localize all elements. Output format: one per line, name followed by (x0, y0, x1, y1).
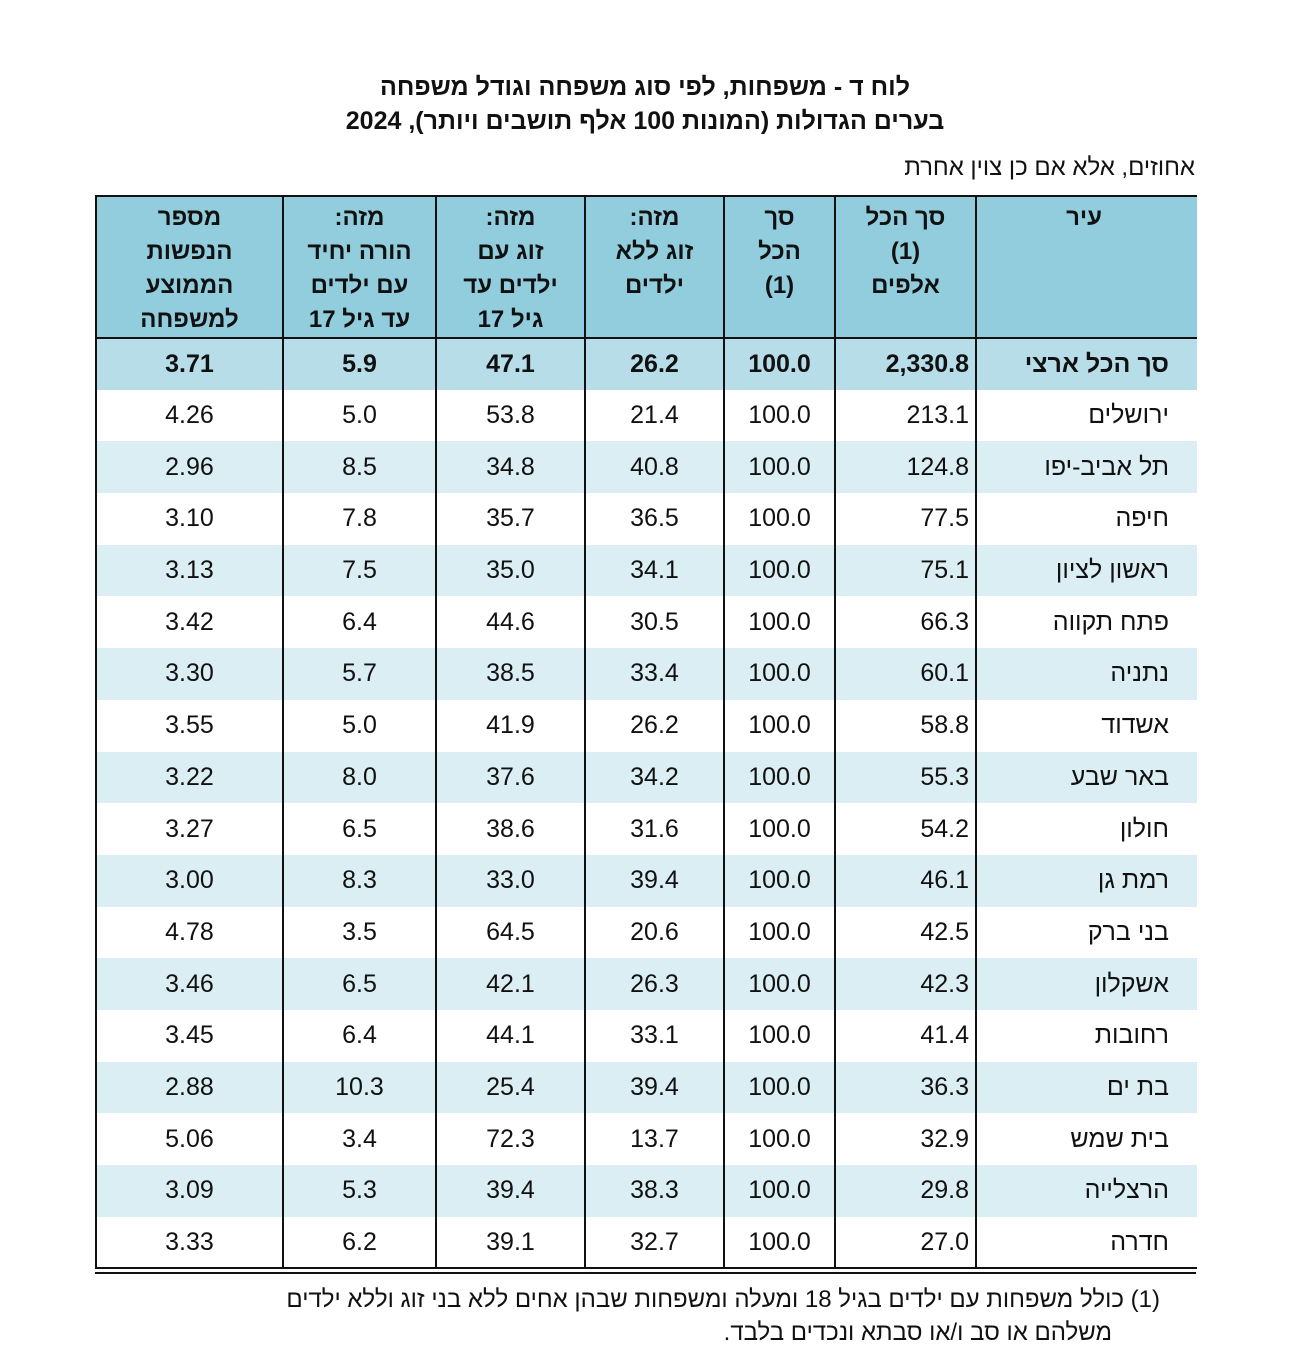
table-cell-total-percent: 100.0 (724, 803, 835, 855)
table-cell-single-parent: 7.8 (283, 493, 436, 545)
table-cell-city: סך הכל ארצי (976, 338, 1197, 390)
table-cell-couple-with-children: 39.1 (436, 1217, 585, 1269)
table-cell-total-percent: 100.0 (724, 958, 835, 1010)
column-header-couple-with-children: מזה: זוג עם ילדים עד גיל 17 (436, 196, 585, 338)
table-cell-single-parent: 5.0 (283, 700, 436, 752)
table-cell-total-percent: 100.0 (724, 1010, 835, 1062)
table-cell-city: אשדוד (976, 700, 1197, 752)
table-cell-city: נתניה (976, 648, 1197, 700)
table-cell-total-percent: 100.0 (724, 493, 835, 545)
table-cell-couple-with-children: 42.1 (436, 958, 585, 1010)
table-cell-city: בת ים (976, 1062, 1197, 1114)
table-row (96, 855, 1197, 907)
table-cell-avg-persons: 3.55 (96, 700, 283, 752)
table-row (96, 545, 1197, 597)
table-row (96, 1062, 1197, 1114)
table-row (96, 803, 1197, 855)
table-cell-avg-persons: 3.42 (96, 596, 283, 648)
table-cell-total-percent: 100.0 (724, 338, 835, 390)
table-cell-total-thousands: 60.1 (835, 648, 976, 700)
table-cell-avg-persons: 2.88 (96, 1062, 283, 1114)
table-cell-total-percent: 100.0 (724, 855, 835, 907)
column-header-total-percent: סך הכל (1) (724, 196, 835, 338)
table-cell-total-percent: 100.0 (724, 1217, 835, 1269)
table-cell-avg-persons: 3.09 (96, 1165, 283, 1217)
table-cell-avg-persons: 3.30 (96, 648, 283, 700)
table-row (96, 390, 1197, 442)
table-cell-total-thousands: 54.2 (835, 803, 976, 855)
table-cell-single-parent: 6.5 (283, 803, 436, 855)
table-cell-couple-no-children: 26.3 (585, 958, 724, 1010)
footnote (130, 1283, 1160, 1349)
table-cell-couple-no-children: 31.6 (585, 803, 724, 855)
families-table (95, 195, 1197, 1269)
table-row (96, 648, 1197, 700)
table-row (96, 752, 1197, 804)
table-cell-city: חולון (976, 803, 1197, 855)
table-cell-single-parent: 6.2 (283, 1217, 436, 1269)
table-cell-city: רמת גן (976, 855, 1197, 907)
table-cell-avg-persons: 4.26 (96, 390, 283, 442)
table-title-line-2: בערים הגדולות (המונות 100 אלף תושבים ויותר), 2024 (345, 107, 945, 135)
table-cell-total-thousands: 32.9 (835, 1113, 976, 1165)
column-header-couple-no-children: מזה: זוג ללא ילדים (585, 196, 724, 338)
table-row (96, 493, 1197, 545)
table-cell-couple-no-children: 30.5 (585, 596, 724, 648)
table-cell-couple-no-children: 13.7 (585, 1113, 724, 1165)
table-cell-total-percent: 100.0 (724, 648, 835, 700)
table-cell-total-thousands: 66.3 (835, 596, 976, 648)
table-cell-couple-with-children: 64.5 (436, 907, 585, 959)
table-cell-couple-no-children: 38.3 (585, 1165, 724, 1217)
table-cell-couple-no-children: 39.4 (585, 855, 724, 907)
table-cell-avg-persons: 3.22 (96, 752, 283, 804)
table-cell-avg-persons: 3.46 (96, 958, 283, 1010)
table-cell-city: פתח תקווה (976, 596, 1197, 648)
column-header-single-parent: מזה: הורה יחיד עם ילדים עד גיל 17 (283, 196, 436, 338)
footnote-line-2: משלהם או סב ו/או סבתא ונכדים בלבד. (723, 1319, 1112, 1346)
table-cell-avg-persons: 3.45 (96, 1010, 283, 1062)
table-cell-couple-with-children: 37.6 (436, 752, 585, 804)
table-cell-single-parent: 7.5 (283, 545, 436, 597)
table-cell-couple-no-children: 36.5 (585, 493, 724, 545)
table-cell-couple-with-children: 44.1 (436, 1010, 585, 1062)
table-cell-city: בית שמש (976, 1113, 1197, 1165)
table-cell-couple-no-children: 26.2 (585, 700, 724, 752)
table-cell-couple-with-children: 33.0 (436, 855, 585, 907)
table-cell-city: באר שבע (976, 752, 1197, 804)
table-cell-couple-with-children: 47.1 (436, 338, 585, 390)
table-cell-couple-no-children: 33.1 (585, 1010, 724, 1062)
column-header-total-thousands: סך הכל (1) אלפים (835, 196, 976, 338)
table-row (96, 958, 1197, 1010)
table-cell-couple-with-children: 38.5 (436, 648, 585, 700)
table-cell-couple-no-children: 40.8 (585, 441, 724, 493)
table-cell-single-parent: 5.7 (283, 648, 436, 700)
table-cell-single-parent: 8.5 (283, 441, 436, 493)
table-cell-couple-with-children: 35.7 (436, 493, 585, 545)
table-cell-single-parent: 6.5 (283, 958, 436, 1010)
table-cell-couple-with-children: 44.6 (436, 596, 585, 648)
table-cell-total-thousands: 29.8 (835, 1165, 976, 1217)
table-cell-total-thousands: 2,330.8 (835, 338, 976, 390)
table-cell-couple-with-children: 35.0 (436, 545, 585, 597)
table-row (96, 1217, 1197, 1269)
table-cell-single-parent: 5.9 (283, 338, 436, 390)
table-cell-couple-with-children: 53.8 (436, 390, 585, 442)
table-cell-single-parent: 8.3 (283, 855, 436, 907)
table-title-line-1: לוח ד - משפחות, לפי סוג משפחה וגודל משפחה (379, 73, 911, 101)
table-cell-total-thousands: 77.5 (835, 493, 976, 545)
table-cell-couple-with-children: 72.3 (436, 1113, 585, 1165)
table-row (96, 1165, 1197, 1217)
column-header-avg-persons: מספר הנפשות הממוצע למשפחה (96, 196, 283, 338)
table-cell-single-parent: 10.3 (283, 1062, 436, 1114)
table-cell-total-thousands: 58.8 (835, 700, 976, 752)
table-cell-couple-no-children: 34.1 (585, 545, 724, 597)
table-cell-single-parent: 5.0 (283, 390, 436, 442)
table-cell-avg-persons: 4.78 (96, 907, 283, 959)
table-cell-total-thousands: 124.8 (835, 441, 976, 493)
data-table-container (95, 195, 1196, 1269)
table-row (96, 1010, 1197, 1062)
units-note: אחוזים, אלא אם כן צוין אחרת (904, 154, 1195, 181)
table-cell-couple-with-children: 38.6 (436, 803, 585, 855)
column-header-city: עיר (976, 196, 1197, 338)
table-cell-total-thousands: 41.4 (835, 1010, 976, 1062)
table-cell-city: ירושלים (976, 390, 1197, 442)
table-cell-total-percent: 100.0 (724, 596, 835, 648)
table-cell-couple-with-children: 25.4 (436, 1062, 585, 1114)
footnote-line-1: (1) כולל משפחות עם ילדים בגיל 18 ומעלה ומשפחות שבהן אחים ללא בני זוג וללא ילדים (286, 1286, 1160, 1313)
table-cell-couple-with-children: 41.9 (436, 700, 585, 752)
table-cell-total-percent: 100.0 (724, 752, 835, 804)
table-cell-city: ראשון לציון (976, 545, 1197, 597)
table-cell-city: בני ברק (976, 907, 1197, 959)
table-row (96, 1113, 1197, 1165)
table-cell-total-thousands: 55.3 (835, 752, 976, 804)
table-cell-couple-no-children: 32.7 (585, 1217, 724, 1269)
table-cell-city: אשקלון (976, 958, 1197, 1010)
table-cell-city: תל אביב-יפו (976, 441, 1197, 493)
table-cell-avg-persons: 3.33 (96, 1217, 283, 1269)
table-cell-avg-persons: 3.10 (96, 493, 283, 545)
table-row (96, 596, 1197, 648)
table-cell-total-thousands: 42.5 (835, 907, 976, 959)
table-row (96, 700, 1197, 752)
table-cell-couple-no-children: 21.4 (585, 390, 724, 442)
table-cell-total-percent: 100.0 (724, 1062, 835, 1114)
table-cell-total-thousands: 213.1 (835, 390, 976, 442)
header-row (96, 196, 1197, 338)
table-cell-avg-persons: 2.96 (96, 441, 283, 493)
table-cell-single-parent: 8.0 (283, 752, 436, 804)
table-cell-couple-with-children: 34.8 (436, 441, 585, 493)
table-cell-couple-with-children: 39.4 (436, 1165, 585, 1217)
table-cell-total-percent: 100.0 (724, 1113, 835, 1165)
table-cell-avg-persons: 5.06 (96, 1113, 283, 1165)
table-cell-city: חיפה (976, 493, 1197, 545)
table-cell-total-thousands: 42.3 (835, 958, 976, 1010)
table-row (96, 441, 1197, 493)
table-cell-single-parent: 6.4 (283, 596, 436, 648)
table-cell-total-percent: 100.0 (724, 390, 835, 442)
table-cell-total-thousands: 27.0 (835, 1217, 976, 1269)
table-cell-avg-persons: 3.00 (96, 855, 283, 907)
footnote-divider (95, 1272, 1196, 1274)
table-body (96, 338, 1197, 1268)
table-cell-total-percent: 100.0 (724, 700, 835, 752)
table-cell-couple-no-children: 33.4 (585, 648, 724, 700)
table-cell-total-percent: 100.0 (724, 441, 835, 493)
table-cell-city: חדרה (976, 1217, 1197, 1269)
table-cell-total-thousands: 46.1 (835, 855, 976, 907)
table-cell-couple-no-children: 39.4 (585, 1062, 724, 1114)
table-cell-single-parent: 3.4 (283, 1113, 436, 1165)
table-cell-total-thousands: 75.1 (835, 545, 976, 597)
table-cell-city: רחובות (976, 1010, 1197, 1062)
table-cell-city: הרצלייה (976, 1165, 1197, 1217)
table-cell-single-parent: 5.3 (283, 1165, 436, 1217)
table-cell-total-thousands: 36.3 (835, 1062, 976, 1114)
table-cell-total-percent: 100.0 (724, 907, 835, 959)
table-row-national-total (96, 338, 1197, 390)
table-cell-total-percent: 100.0 (724, 545, 835, 597)
table-cell-avg-persons: 3.27 (96, 803, 283, 855)
table-cell-total-percent: 100.0 (724, 1165, 835, 1217)
table-cell-single-parent: 6.4 (283, 1010, 436, 1062)
table-cell-couple-no-children: 26.2 (585, 338, 724, 390)
table-cell-single-parent: 3.5 (283, 907, 436, 959)
table-cell-avg-persons: 3.13 (96, 545, 283, 597)
table-cell-couple-no-children: 20.6 (585, 907, 724, 959)
table-row (96, 907, 1197, 959)
table-cell-avg-persons: 3.71 (96, 338, 283, 390)
table-cell-couple-no-children: 34.2 (585, 752, 724, 804)
